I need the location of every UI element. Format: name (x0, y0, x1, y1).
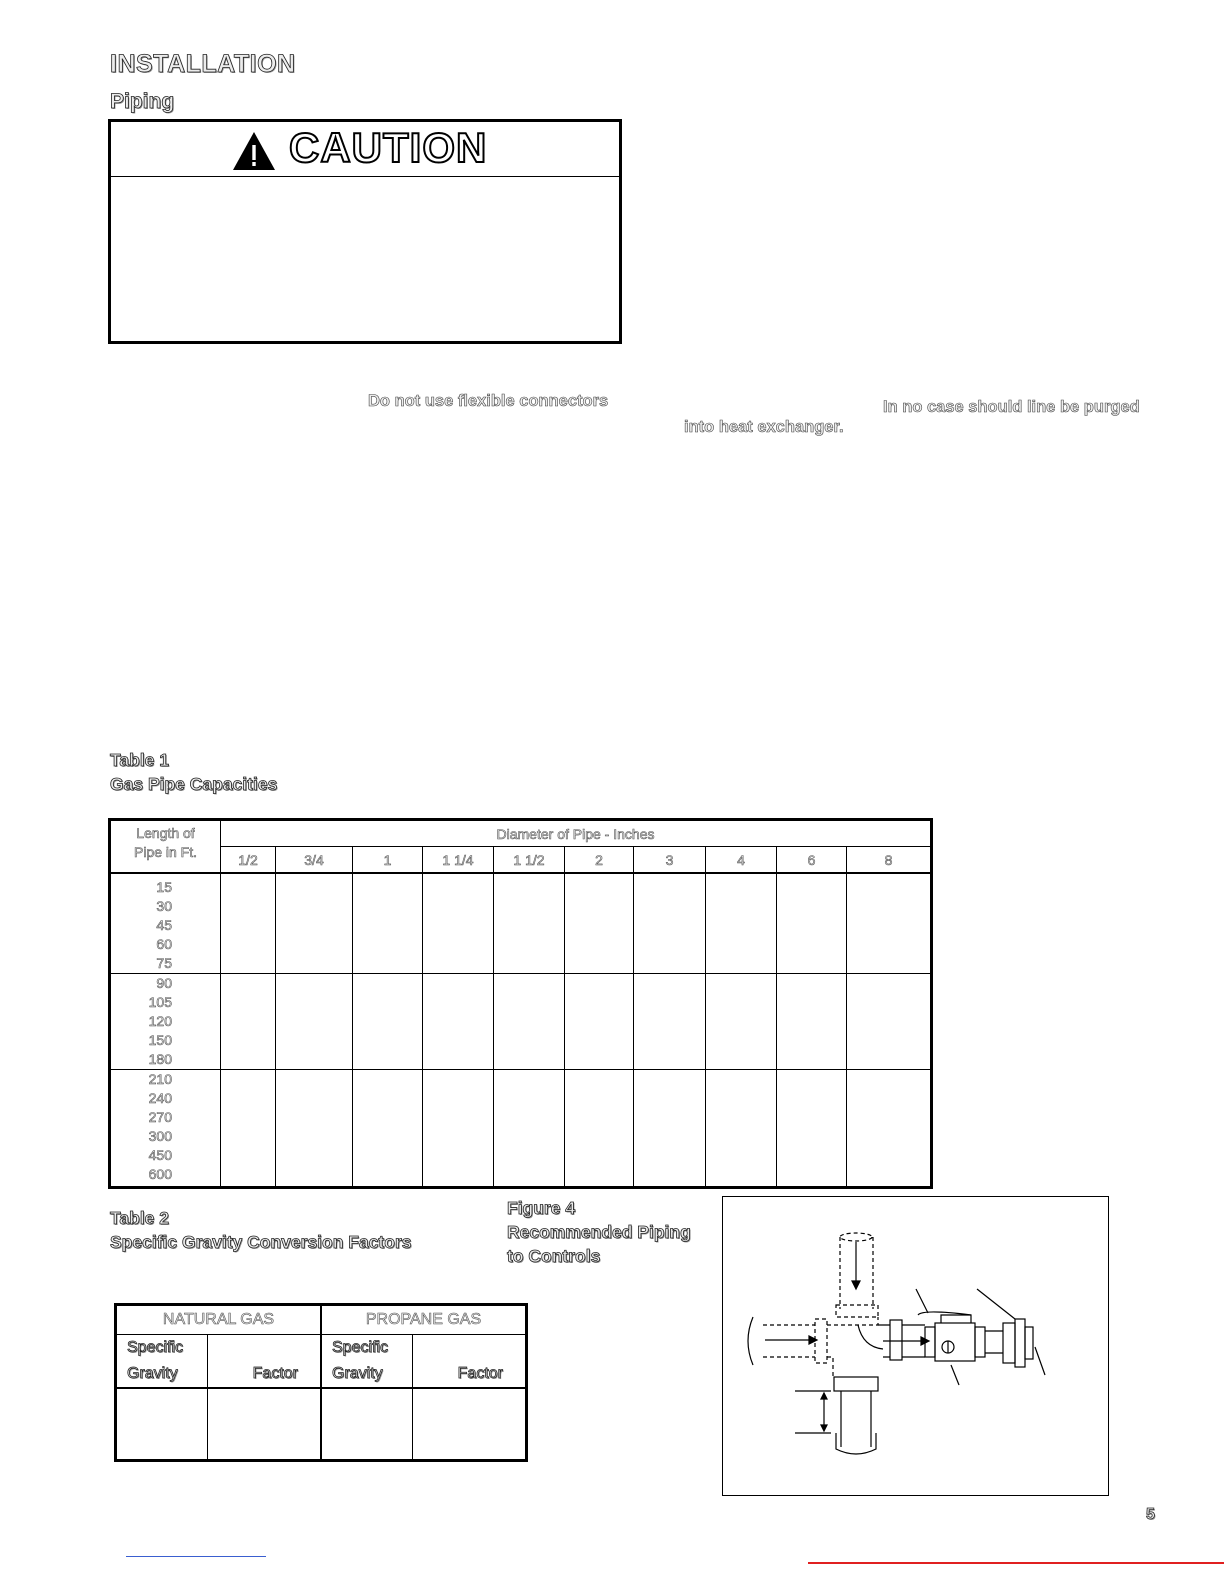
specific-gravity-table (114, 1303, 528, 1462)
length-group (110, 873, 221, 974)
length-value: 105 (148, 994, 172, 1010)
caution-box (108, 119, 622, 344)
natural-gas-header: NATURAL GAS (116, 1305, 322, 1335)
gas-pipe-capacity-table (108, 818, 933, 1189)
specific-text: Specific (127, 1339, 184, 1356)
length-value: 120 (148, 1013, 172, 1029)
propane-specific-gravity-label (321, 1335, 413, 1389)
table2-title: Specific Gravity Conversion Factors (110, 1232, 412, 1252)
diameter-col: 8 (847, 847, 932, 874)
diameter-col: 1 1/4 (423, 847, 494, 874)
diameter-col: 6 (777, 847, 847, 874)
specific-text: Specific (332, 1339, 389, 1356)
diameter-col: 3 (634, 847, 706, 874)
propane-gas-header: PROPANE GAS (321, 1305, 527, 1335)
length-value: 450 (148, 1147, 172, 1163)
length-value: 15 (156, 879, 172, 895)
table-cell (116, 1388, 208, 1461)
natural-specific-gravity-label (116, 1335, 208, 1389)
table2-number: Table 2 (110, 1208, 170, 1228)
figure-title-line-1: Recommended Piping (507, 1222, 691, 1242)
length-value: 300 (148, 1128, 172, 1144)
caution-label: CAUTION (289, 124, 488, 171)
length-value: 240 (148, 1090, 172, 1106)
warning-triangle-icon (231, 130, 277, 172)
figure-number: Figure 4 (507, 1198, 576, 1218)
length-value: 210 (148, 1071, 172, 1087)
figure-title-line-2: to Controls (507, 1246, 601, 1266)
length-header-line-1: Length of (136, 825, 195, 841)
length-header-line-2: Pipe in Ft. (133, 844, 198, 860)
purge-note-line-2: into heat exchanger. (684, 418, 844, 436)
length-value: 30 (156, 898, 172, 914)
diameter-col: 1/2 (221, 847, 276, 874)
flexible-connectors-note: Do not use flexible connectors (368, 392, 609, 410)
page-heading: INSTALLATION (110, 50, 296, 78)
section-subheading: Piping (110, 90, 175, 113)
length-column-header (110, 820, 221, 874)
table-cell (413, 1388, 527, 1461)
propane-factor-label: Factor (413, 1335, 527, 1389)
table-cell (321, 1388, 413, 1461)
table1-title: Gas Pipe Capacities (110, 774, 278, 794)
diameter-col: 2 (565, 847, 634, 874)
table-cell (208, 1388, 322, 1461)
piping-diagram-drawing (723, 1197, 1108, 1495)
diameter-col: 1 (353, 847, 423, 874)
length-value: 90 (156, 975, 172, 991)
length-value: 270 (148, 1109, 172, 1125)
piping-diagram (722, 1196, 1109, 1496)
table-row (110, 1070, 932, 1188)
table-row (110, 873, 932, 974)
footer-divider (808, 1562, 1224, 1564)
gravity-text: Gravity (332, 1365, 383, 1382)
footer-link-underline[interactable] (126, 1556, 266, 1557)
natural-factor-label: Factor (208, 1335, 322, 1389)
length-value: 60 (156, 936, 172, 952)
diameter-col: 1 1/2 (494, 847, 565, 874)
diameter-header: Diameter of Pipe - Inches (221, 820, 932, 847)
caution-header (111, 122, 619, 177)
length-value: 180 (148, 1051, 172, 1067)
table1-number: Table 1 (110, 750, 170, 770)
diameter-col: 4 (706, 847, 777, 874)
length-value: 150 (148, 1032, 172, 1048)
length-value: 600 (148, 1166, 172, 1182)
length-group (110, 974, 221, 1070)
table-row (110, 974, 932, 1070)
length-group (110, 1070, 221, 1188)
length-value: 45 (156, 917, 172, 933)
page-number: 5 (1146, 1506, 1155, 1523)
length-value: 75 (156, 955, 172, 971)
purge-note-line-1: In no case should line be purged (883, 398, 1140, 416)
gravity-text: Gravity (127, 1365, 178, 1382)
diameter-col: 3/4 (276, 847, 353, 874)
